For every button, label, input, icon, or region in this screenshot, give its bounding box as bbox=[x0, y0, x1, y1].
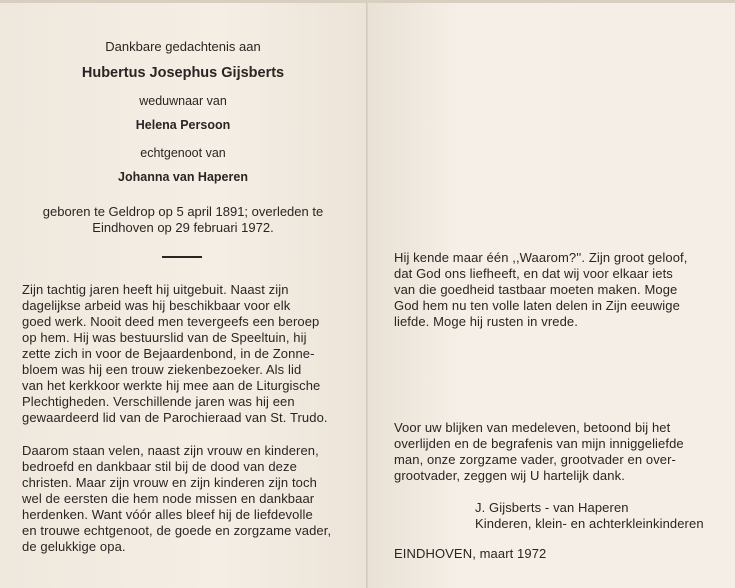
thanks-line: overlijden en de begrafenis van mijn inniggeliefde bbox=[394, 436, 684, 451]
faith-line: Hij kende maar één ,,Waarom?''. Zijn groot geloof, bbox=[394, 250, 688, 265]
biography-line: dagelijkse arbeid was hij beschikbaar voor elk bbox=[22, 298, 291, 313]
section-divider bbox=[162, 256, 202, 258]
thanks-paragraph bbox=[394, 420, 684, 484]
biography-line: goed werk. Nooit deed men tevergeefs een beroep bbox=[22, 314, 320, 329]
thanks-line: man, onze zorgzame vader, grootvader en over- bbox=[394, 452, 676, 467]
faith-line: van die goedheid tastbaar moeten maken. Moge bbox=[394, 282, 678, 297]
remembrance-line: de gelukkige opa. bbox=[22, 539, 126, 554]
dates-line-1: geboren te Geldrop op 5 april 1891; overleden te bbox=[42, 204, 324, 219]
spouse-first: Helena Persoon bbox=[135, 118, 231, 132]
biography-line: van het kerkkoor werkte hij mee aan de Liturgische bbox=[22, 378, 321, 393]
biography-line: Zijn tachtig jaren heeft hij uitgebuit. Naast zijn bbox=[22, 282, 289, 297]
relation-husband: echtgenoot van bbox=[140, 146, 226, 160]
faith-line: liefde. Moge hij rusten in vrede. bbox=[394, 314, 578, 329]
remembrance-line: Daarom staan velen, naast zijn vrouw en kinderen, bbox=[22, 443, 319, 458]
remembrance-line: christen. Maar zijn vrouw en zijn kinderen zijn toch bbox=[22, 475, 317, 490]
remembrance-line: wel de eersten die hem node missen en dankbaar bbox=[22, 491, 315, 506]
biography-line: Plechtigheden. Verschillende jaren was hij een bbox=[22, 394, 295, 409]
card-top-edge bbox=[0, 0, 735, 3]
deceased-name: Hubertus Josephus Gijsberts bbox=[81, 65, 285, 81]
faith-line: God hem nu ten volle laten delen in Zijn eeuwige bbox=[394, 298, 680, 313]
signature-name: J. Gijsberts - van Haperen bbox=[475, 500, 629, 515]
thanks-line: grootvader, zeggen wij U hartelijk dank. bbox=[394, 468, 625, 483]
biography-line: gewaardeerd lid van de Parochieraad van St. Trudo. bbox=[22, 410, 328, 425]
faith-line: dat God ons liefheeft, en dat wij voor elkaar iets bbox=[394, 266, 673, 281]
faith-paragraph bbox=[394, 250, 687, 330]
remembrance-line: herdenken. Want vóór alles bleef hij de liefdevolle bbox=[22, 507, 313, 522]
biography-paragraph bbox=[22, 282, 328, 426]
biography-line: bloem was hij een trouw ziekenbezoeker. Als lid bbox=[22, 362, 302, 377]
biography-line: op hem. Hij was bestuurslid van de Speeltuin, hij bbox=[22, 330, 307, 345]
remembrance-line: bedroefd en dankbaar stil bij de dood van deze bbox=[22, 459, 297, 474]
remembrance-line: en trouwe echtgenoot, de goede en zorgzame vader, bbox=[22, 523, 332, 538]
signature-family: Kinderen, klein- en achterkleinkinderen bbox=[475, 516, 704, 531]
thanks-line: Voor uw blijken van medeleven, betoond bij het bbox=[394, 420, 671, 435]
biography-line: zette zich in voor de Bejaardenbond, in de Zonne- bbox=[22, 346, 315, 361]
dates-line-2: Eindhoven op 29 februari 1972. bbox=[92, 220, 274, 235]
relation-widower: weduwnaar van bbox=[139, 94, 227, 108]
spouse-second: Johanna van Haperen bbox=[118, 170, 248, 184]
intro-text: Dankbare gedachtenis aan bbox=[105, 39, 261, 54]
place-date: EINDHOVEN, maart 1972 bbox=[394, 546, 547, 561]
remembrance-paragraph bbox=[22, 443, 331, 555]
